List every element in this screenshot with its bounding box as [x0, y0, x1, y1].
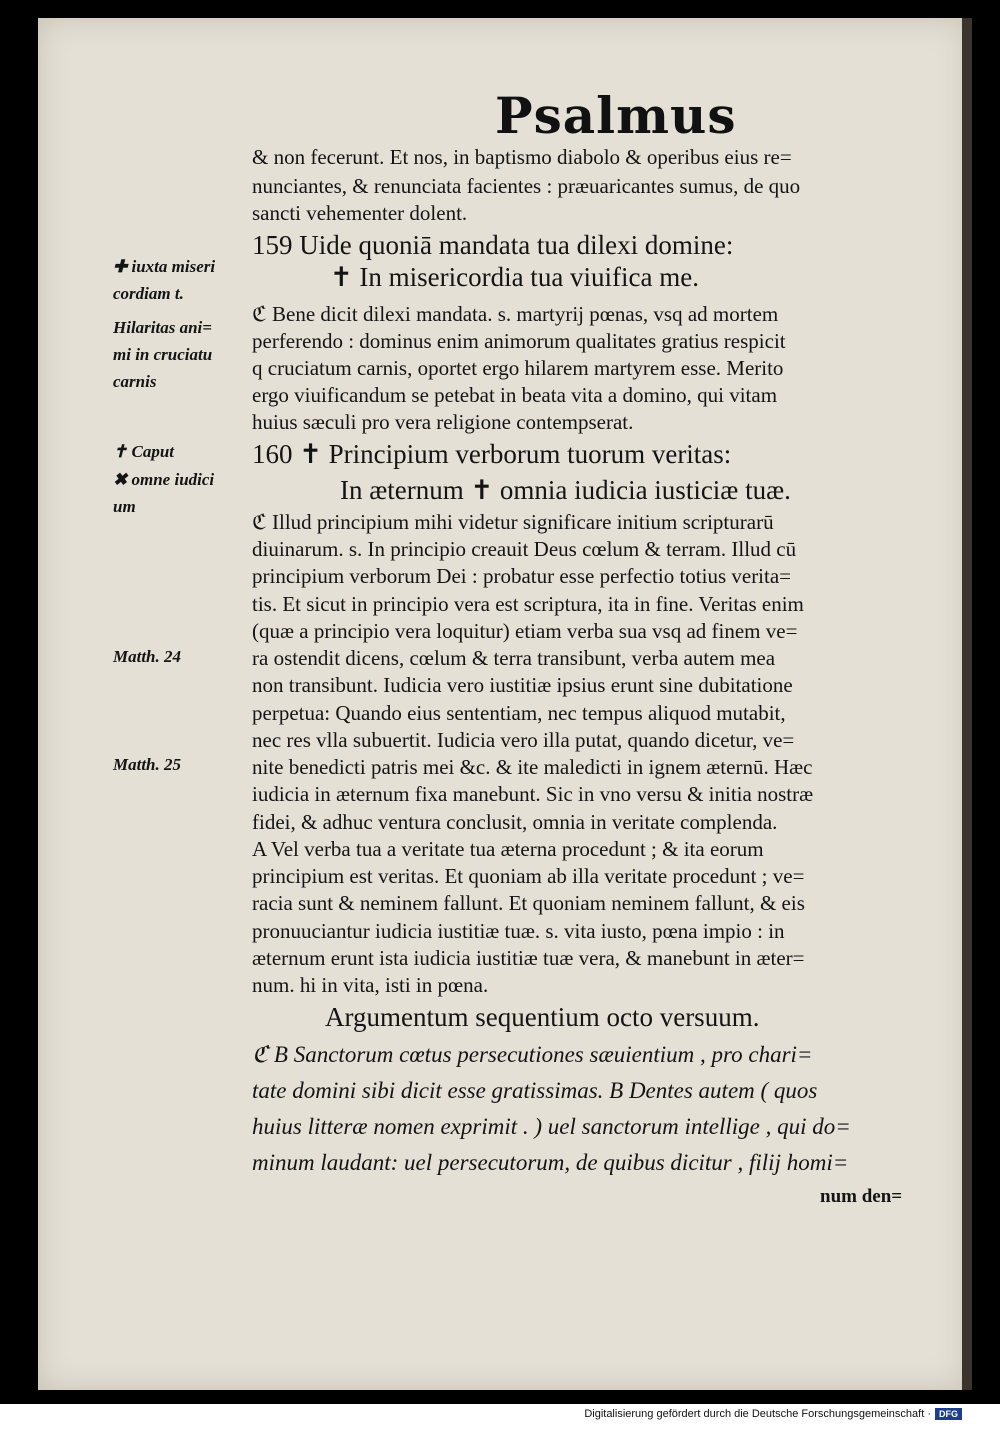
text-line: fidei, & adhuc ventura conclusit, omnia in veritate complenda. — [252, 810, 778, 834]
verse-line: ✝ In misericordia tua viuifica me. — [330, 262, 699, 292]
footer-text: Digitalisierung gefördert durch die Deutsche Forschungsgemeinschaft · — [584, 1408, 931, 1420]
margin-note: ✚ iuxta miseri — [113, 257, 216, 276]
verse-line: In æternum ✝ omnia iudicia iusticiæ tuæ. — [340, 475, 791, 505]
text-line: non transibunt. Iudicia vero iustitiæ ipsius erunt sine dubitatione — [252, 673, 793, 697]
text-line: perferendo : dominus enim animorum qualitates gratius respicit — [252, 329, 786, 353]
text-line: nec res vlla subuertit. Iudicia vero illa putat, quando dicetur, ve= — [252, 728, 795, 752]
margin-note: Matth. 25 — [113, 755, 182, 774]
text-line: ℭ Bene dicit dilexi mandata. s. martyrij pœnas, vsq ad mortem — [252, 302, 779, 326]
verse-line: 159 Uide quoniā mandata tua dilexi domine: — [252, 230, 734, 260]
text-line: q cruciatum carnis, oportet ergo hilarem martyrem esse. Merito — [252, 356, 784, 380]
text-line: sancti vehementer dolent. — [252, 201, 468, 225]
argument-heading: Argumentum sequentium octo versuum. — [325, 1002, 760, 1032]
margin-note: ✝ Caput — [113, 442, 175, 461]
text-line: & non fecerunt. Et nos, in baptismo diabolo & operibus eius re= — [252, 145, 792, 169]
page-header: Psalmus — [495, 86, 737, 145]
text-line: ℭ Illud principium mihi videtur significare initium scripturarū — [252, 510, 774, 534]
italic-line: minum laudant: uel persecutorum, de quibus dicitur , filij homi= — [252, 1150, 849, 1175]
margin-note: Matth. 24 — [113, 647, 182, 666]
text-line: ra ostendit dicens, cœlum & terra transibunt, verba autem mea — [252, 646, 776, 670]
italic-line: tate domini sibi dicit esse gratissimas. B Dentes autem ( quos — [252, 1078, 818, 1103]
margin-note: um — [113, 497, 136, 516]
text-line: nite benedicti patris mei &c. & ite maledicti in ignem æternū. Hæc — [252, 755, 813, 779]
page-edge — [962, 18, 972, 1390]
margin-note: cordiam t. — [113, 284, 184, 303]
text-line: ergo viuificandum se petebat in beata vita a domino, qui vitam — [252, 383, 778, 407]
text-line: iudicia in æternum fixa manebunt. Sic in vno versu & initia nostræ — [252, 782, 814, 806]
text-line: perpetua: Quando eius sententiam, nec tempus aliquod mutabit, — [252, 701, 786, 725]
text-line: pronuuciantur iudicia iustitiæ tuæ. s. vita iusto, pœna impio : in — [252, 919, 785, 943]
text-line: A Vel verba tua a veritate tua æterna procedunt ; & ita eorum — [252, 837, 764, 861]
text-line: num. hi in vita, isti in pœna. — [252, 973, 489, 997]
text-line: nunciantes, & renunciata facientes : præuaricantes sumus, de quo — [252, 174, 801, 198]
text-line: huius sæculi pro vera religione contempserat. — [252, 410, 634, 434]
text-line: principium est veritas. Et quoniam ab illa veritate procedunt ; ve= — [252, 864, 805, 888]
text-line: diuinarum. s. In principio creauit Deus cœlum & terram. Illud cū — [252, 537, 797, 561]
catchword: num den= — [820, 1186, 903, 1207]
margin-note: Hilaritas ani= — [113, 318, 212, 337]
margin-note: mi in cruciatu — [113, 345, 213, 364]
text-line: racia sunt & neminem fallunt. Et quoniam neminem fallunt, & eis — [252, 891, 805, 915]
dfg-logo: DFG — [935, 1408, 962, 1420]
margin-note: carnis — [113, 372, 157, 391]
text-line: principium verborum Dei : probatur esse perfectio totius verita= — [252, 564, 792, 588]
text-line: æternum erunt ista iudicia iustitiæ tuæ vera, & manebunt in æter= — [252, 946, 805, 970]
text-line: tis. Et sicut in principio vera est scriptura, ita in fine. Veritas enim — [252, 592, 804, 616]
italic-line: huius litteræ nomen exprimit . ) uel sanctorum intellige , qui do= — [252, 1114, 851, 1139]
text-line: (quæ a principio vera loquitur) etiam verba sua vsq ad finem ve= — [252, 619, 798, 643]
italic-line: ℭ B Sanctorum cœtus persecutiones sæuientium , pro chari= — [252, 1042, 813, 1067]
margin-note: ✖ omne iudici — [113, 470, 215, 489]
verse-line: 160 ✝ Principium verborum tuorum veritas: — [252, 439, 732, 469]
footer — [584, 1408, 962, 1420]
